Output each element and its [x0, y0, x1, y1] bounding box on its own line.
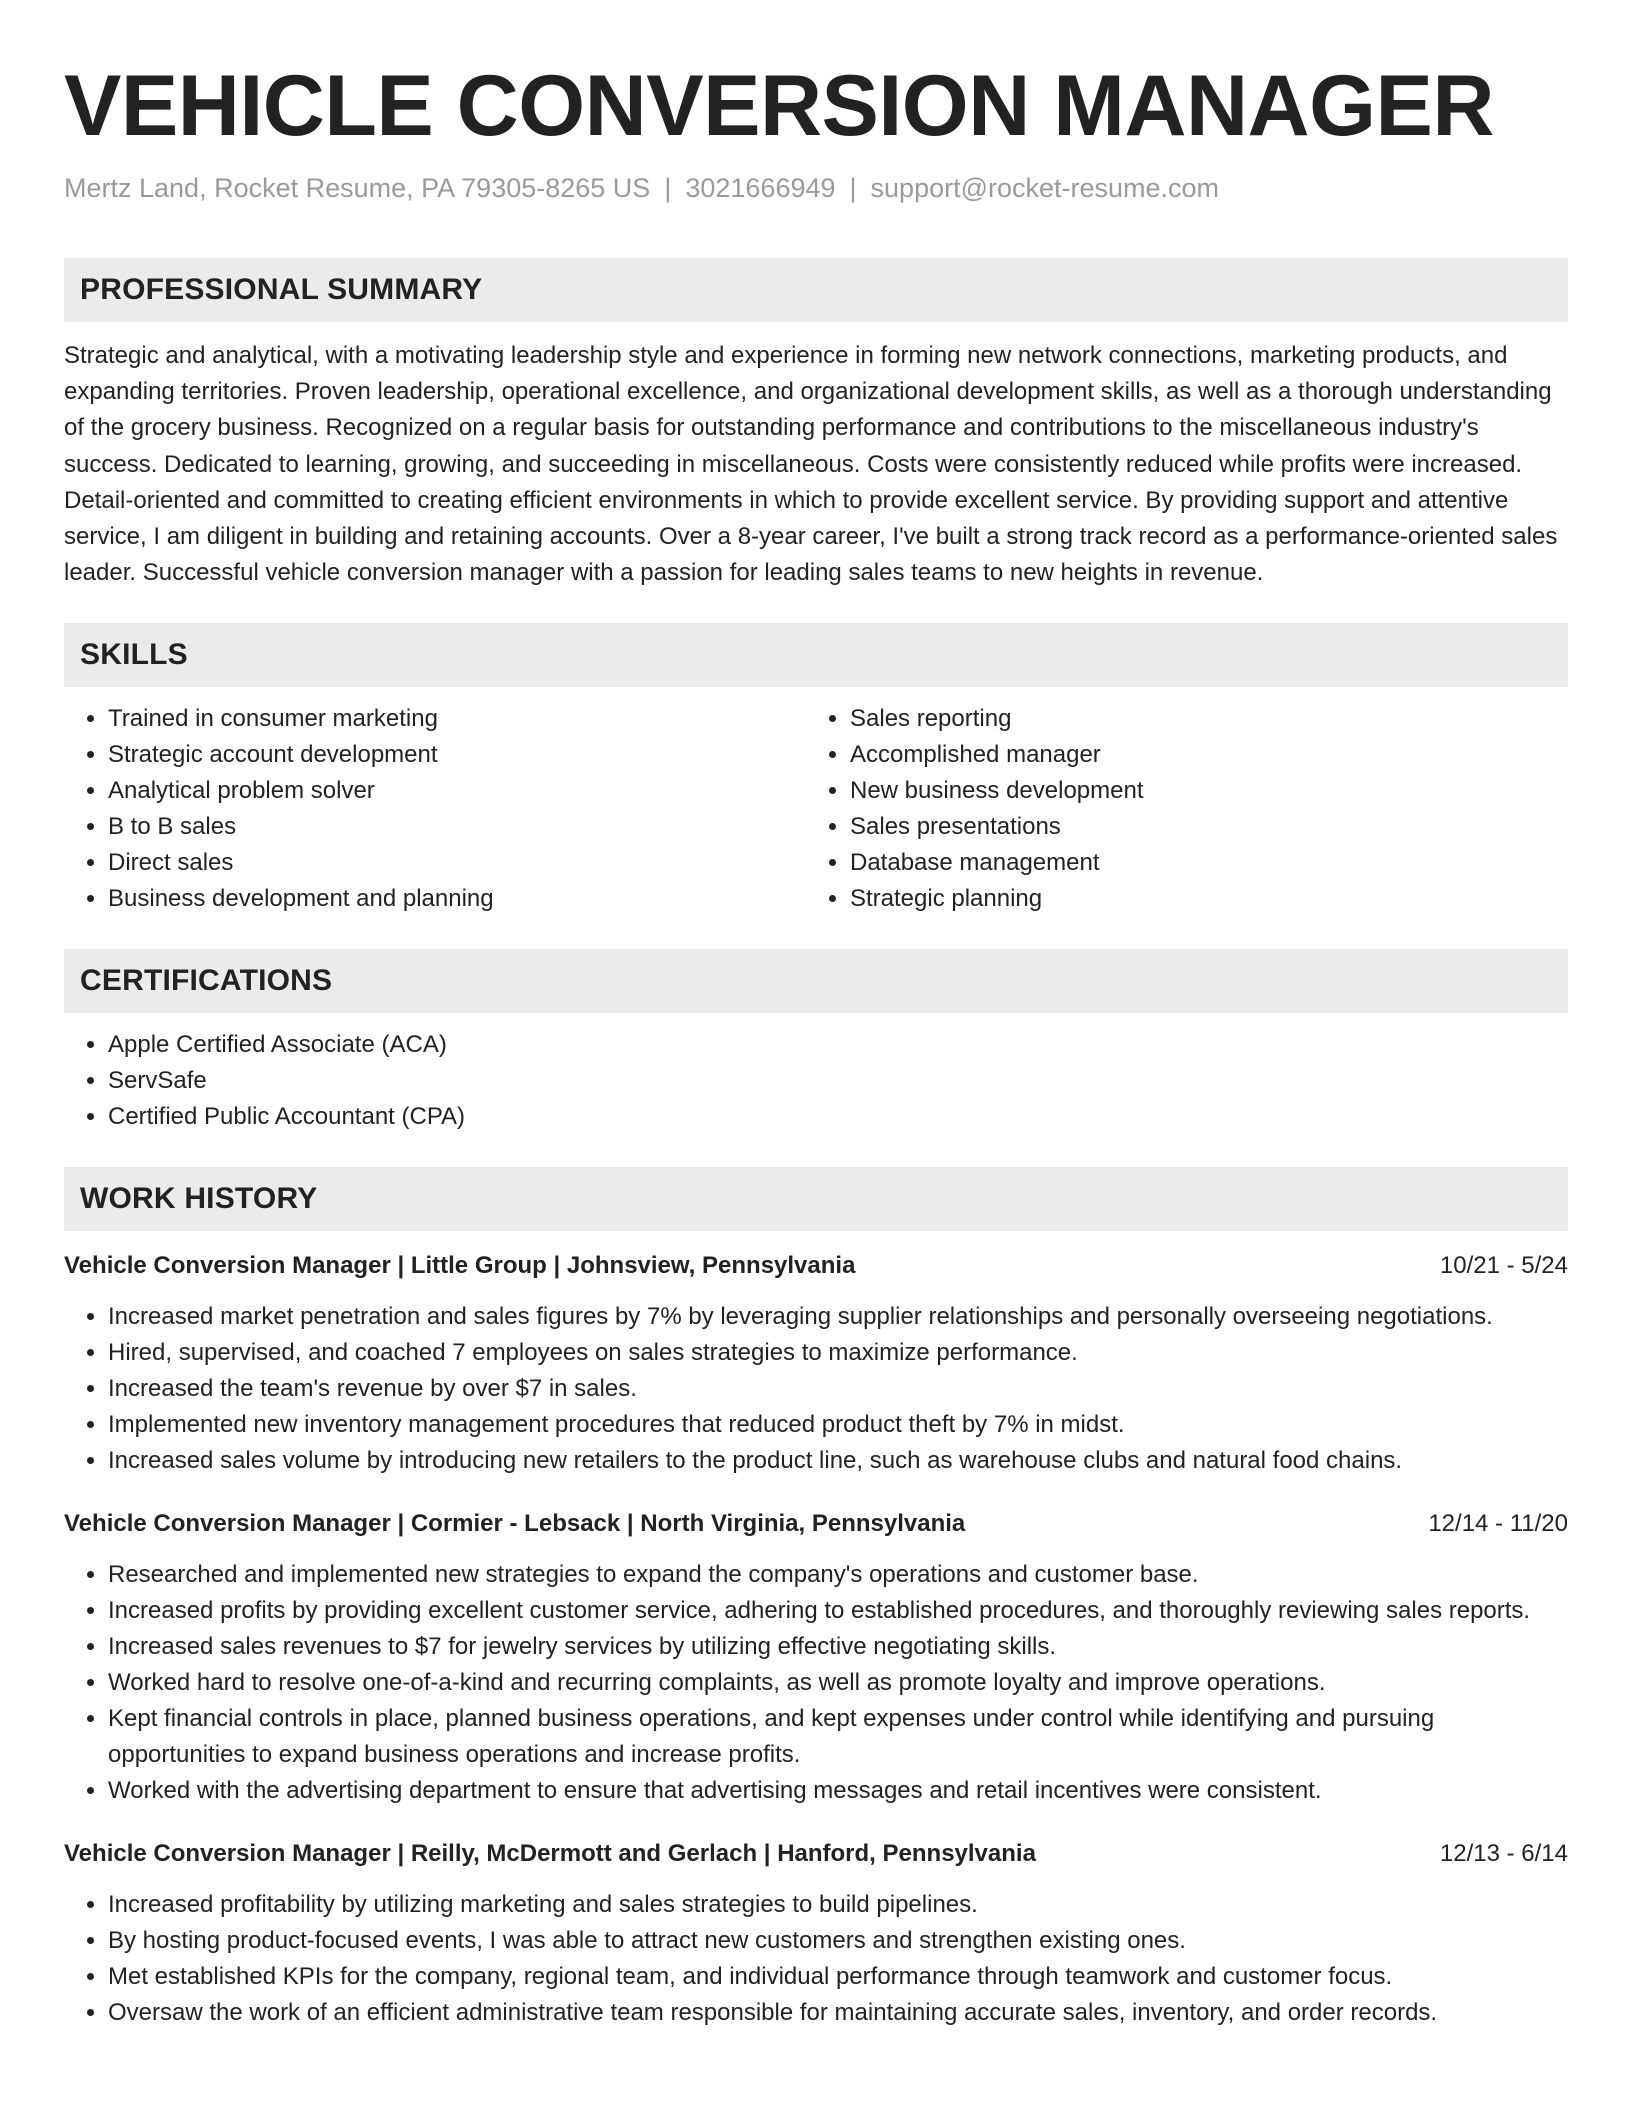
job-bullet: • Oversaw the work of an efficient administrative team responsible for maintaining accurate sales, inventory, and order records. [108, 1995, 1568, 2031]
contact-phone: 3021666949 [685, 173, 836, 203]
certifications-section-header [64, 949, 1568, 1013]
job-entry [64, 1837, 1568, 2031]
skills-columns [64, 687, 1568, 917]
skills-list-right [806, 701, 1548, 917]
skill-item: • New business development [850, 773, 1548, 809]
job-header [64, 1837, 1568, 1871]
job-title: Vehicle Conversion Manager | Little Group | Johnsview, Pennsylvania [64, 1252, 856, 1280]
job-bullet: • Worked with the advertising department to ensure that advertising messages and retail incentives were consistent. [108, 1773, 1568, 1809]
skill-item: • Accomplished manager [850, 737, 1548, 773]
job-dates: 12/13 - 6/14 [1439, 1840, 1568, 1868]
candidate-name: VEHICLE CONVERSION MANAGER [64, 58, 1495, 154]
skill-item: • Sales reporting [850, 701, 1548, 737]
job-bullet: • Hired, supervised, and coached 7 employees on sales strategies to maximize performance. [108, 1335, 1568, 1371]
job-bullet: • Increased market penetration and sales figures by 7% by leveraging supplier relationships and personally overseeing negotiations. [108, 1299, 1568, 1335]
job-title: Vehicle Conversion Manager | Cormier - Lebsack | North Virginia, Pennsylvania [64, 1510, 966, 1538]
skill-item: • Trained in consumer marketing [108, 701, 806, 737]
skill-item: • Sales presentations [850, 809, 1548, 845]
contact-separator: | [664, 173, 672, 203]
job-dates: 10/21 - 5/24 [1439, 1252, 1568, 1280]
job-bullet: • Worked hard to resolve one-of-a-kind and recurring complaints, as well as promote loyalty and improve operations. [108, 1665, 1568, 1701]
work-history-section-header [64, 1167, 1568, 1231]
skill-item: • Strategic planning [850, 881, 1548, 917]
skill-item: • B to B sales [108, 809, 806, 845]
contact-email[interactable]: support@rocket-resume.com [870, 173, 1220, 203]
job-bullet: • Implemented new inventory management procedures that reduced product theft by 7% in midst. [108, 1407, 1568, 1443]
certifications-heading: CERTIFICATIONS [80, 964, 333, 998]
job-entry [64, 1249, 1568, 1479]
skills-list-left [64, 701, 806, 917]
summary-text: Strategic and analytical, with a motivating leadership style and experience in forming new network connections, marketing products, and expanding territories. Proven leadership, operational excellence, and organizational development skills, as well as a thorough understanding of the grocery business. Recognized on a regular basis for outstanding performance and contributions to the miscellaneous industry's success. Dedicated to learning, growing, and succeeding in miscellaneous. Costs were consistently reduced while profits were increased. Detail-oriented and committed to creating efficient environments in which to provide excellent service. By providing support and attentive service, I am diligent in building and retaining accounts. Over a 8-year career, I've built a strong track record as a performance-oriented sales leader. Successful vehicle conversion manager with a passion for leading sales teams to new heights in revenue. [64, 342, 1558, 587]
job-dates: 12/14 - 11/20 [1428, 1510, 1568, 1538]
skill-item: • Direct sales [108, 845, 806, 881]
skills-section-header [64, 623, 1568, 687]
skill-item: • Strategic account development [108, 737, 806, 773]
skill-item: • Business development and planning [108, 881, 806, 917]
job-header [64, 1249, 1568, 1283]
job-bullet: • Increased the team's revenue by over $7 in sales. [108, 1371, 1568, 1407]
job-bullet: • Increased sales volume by introducing new retailers to the product line, such as warehouse clubs and natural food chains. [108, 1443, 1568, 1479]
job-header [64, 1507, 1568, 1541]
summary-section-header [64, 258, 1568, 322]
job-bullet: • By hosting product-focused events, I was able to attract new customers and strengthen existing ones. [108, 1923, 1568, 1959]
skill-item: • Database management [850, 845, 1548, 881]
job-bullet: • Kept financial controls in place, planned business operations, and kept expenses under control while identifying and pursuing opportunities to expand business operations and increase profits. [108, 1701, 1568, 1773]
job-bullets [64, 1299, 1568, 1479]
job-bullet: • Met established KPIs for the company, regional team, and individual performance through teamwork and customer focus. [108, 1959, 1568, 1995]
certification-item: • Apple Certified Associate (ACA) [108, 1027, 1568, 1063]
work-history-heading: WORK HISTORY [80, 1182, 318, 1216]
skills-heading: SKILLS [80, 638, 188, 672]
certification-item: • ServSafe [108, 1063, 1568, 1099]
certifications-list [64, 1027, 1568, 1135]
contact-address: Mertz Land, Rocket Resume, PA 79305-8265 US [64, 173, 651, 203]
job-bullet: • Increased profitability by utilizing marketing and sales strategies to build pipelines. [108, 1887, 1568, 1923]
summary-heading: PROFESSIONAL SUMMARY [80, 273, 483, 306]
job-bullets [64, 1557, 1568, 1809]
job-bullet: • Increased sales revenues to $7 for jewelry services by utilizing effective negotiating skills. [108, 1629, 1568, 1665]
skill-item: • Analytical problem solver [108, 773, 806, 809]
contact-line [64, 170, 1568, 206]
resume-page [64, 56, 1568, 2031]
job-entry [64, 1507, 1568, 1809]
job-bullet: • Researched and implemented new strategies to expand the company's operations and customer base. [108, 1557, 1568, 1593]
job-bullets [64, 1887, 1568, 2031]
contact-separator: | [849, 173, 857, 203]
certification-item: • Certified Public Accountant (CPA) [108, 1099, 1568, 1135]
job-title: Vehicle Conversion Manager | Reilly, McDermott and Gerlach | Hanford, Pennsylvania [64, 1840, 1036, 1868]
job-bullet: • Increased profits by providing excellent customer service, adhering to established procedures, and thoroughly reviewing sales reports. [108, 1593, 1568, 1629]
